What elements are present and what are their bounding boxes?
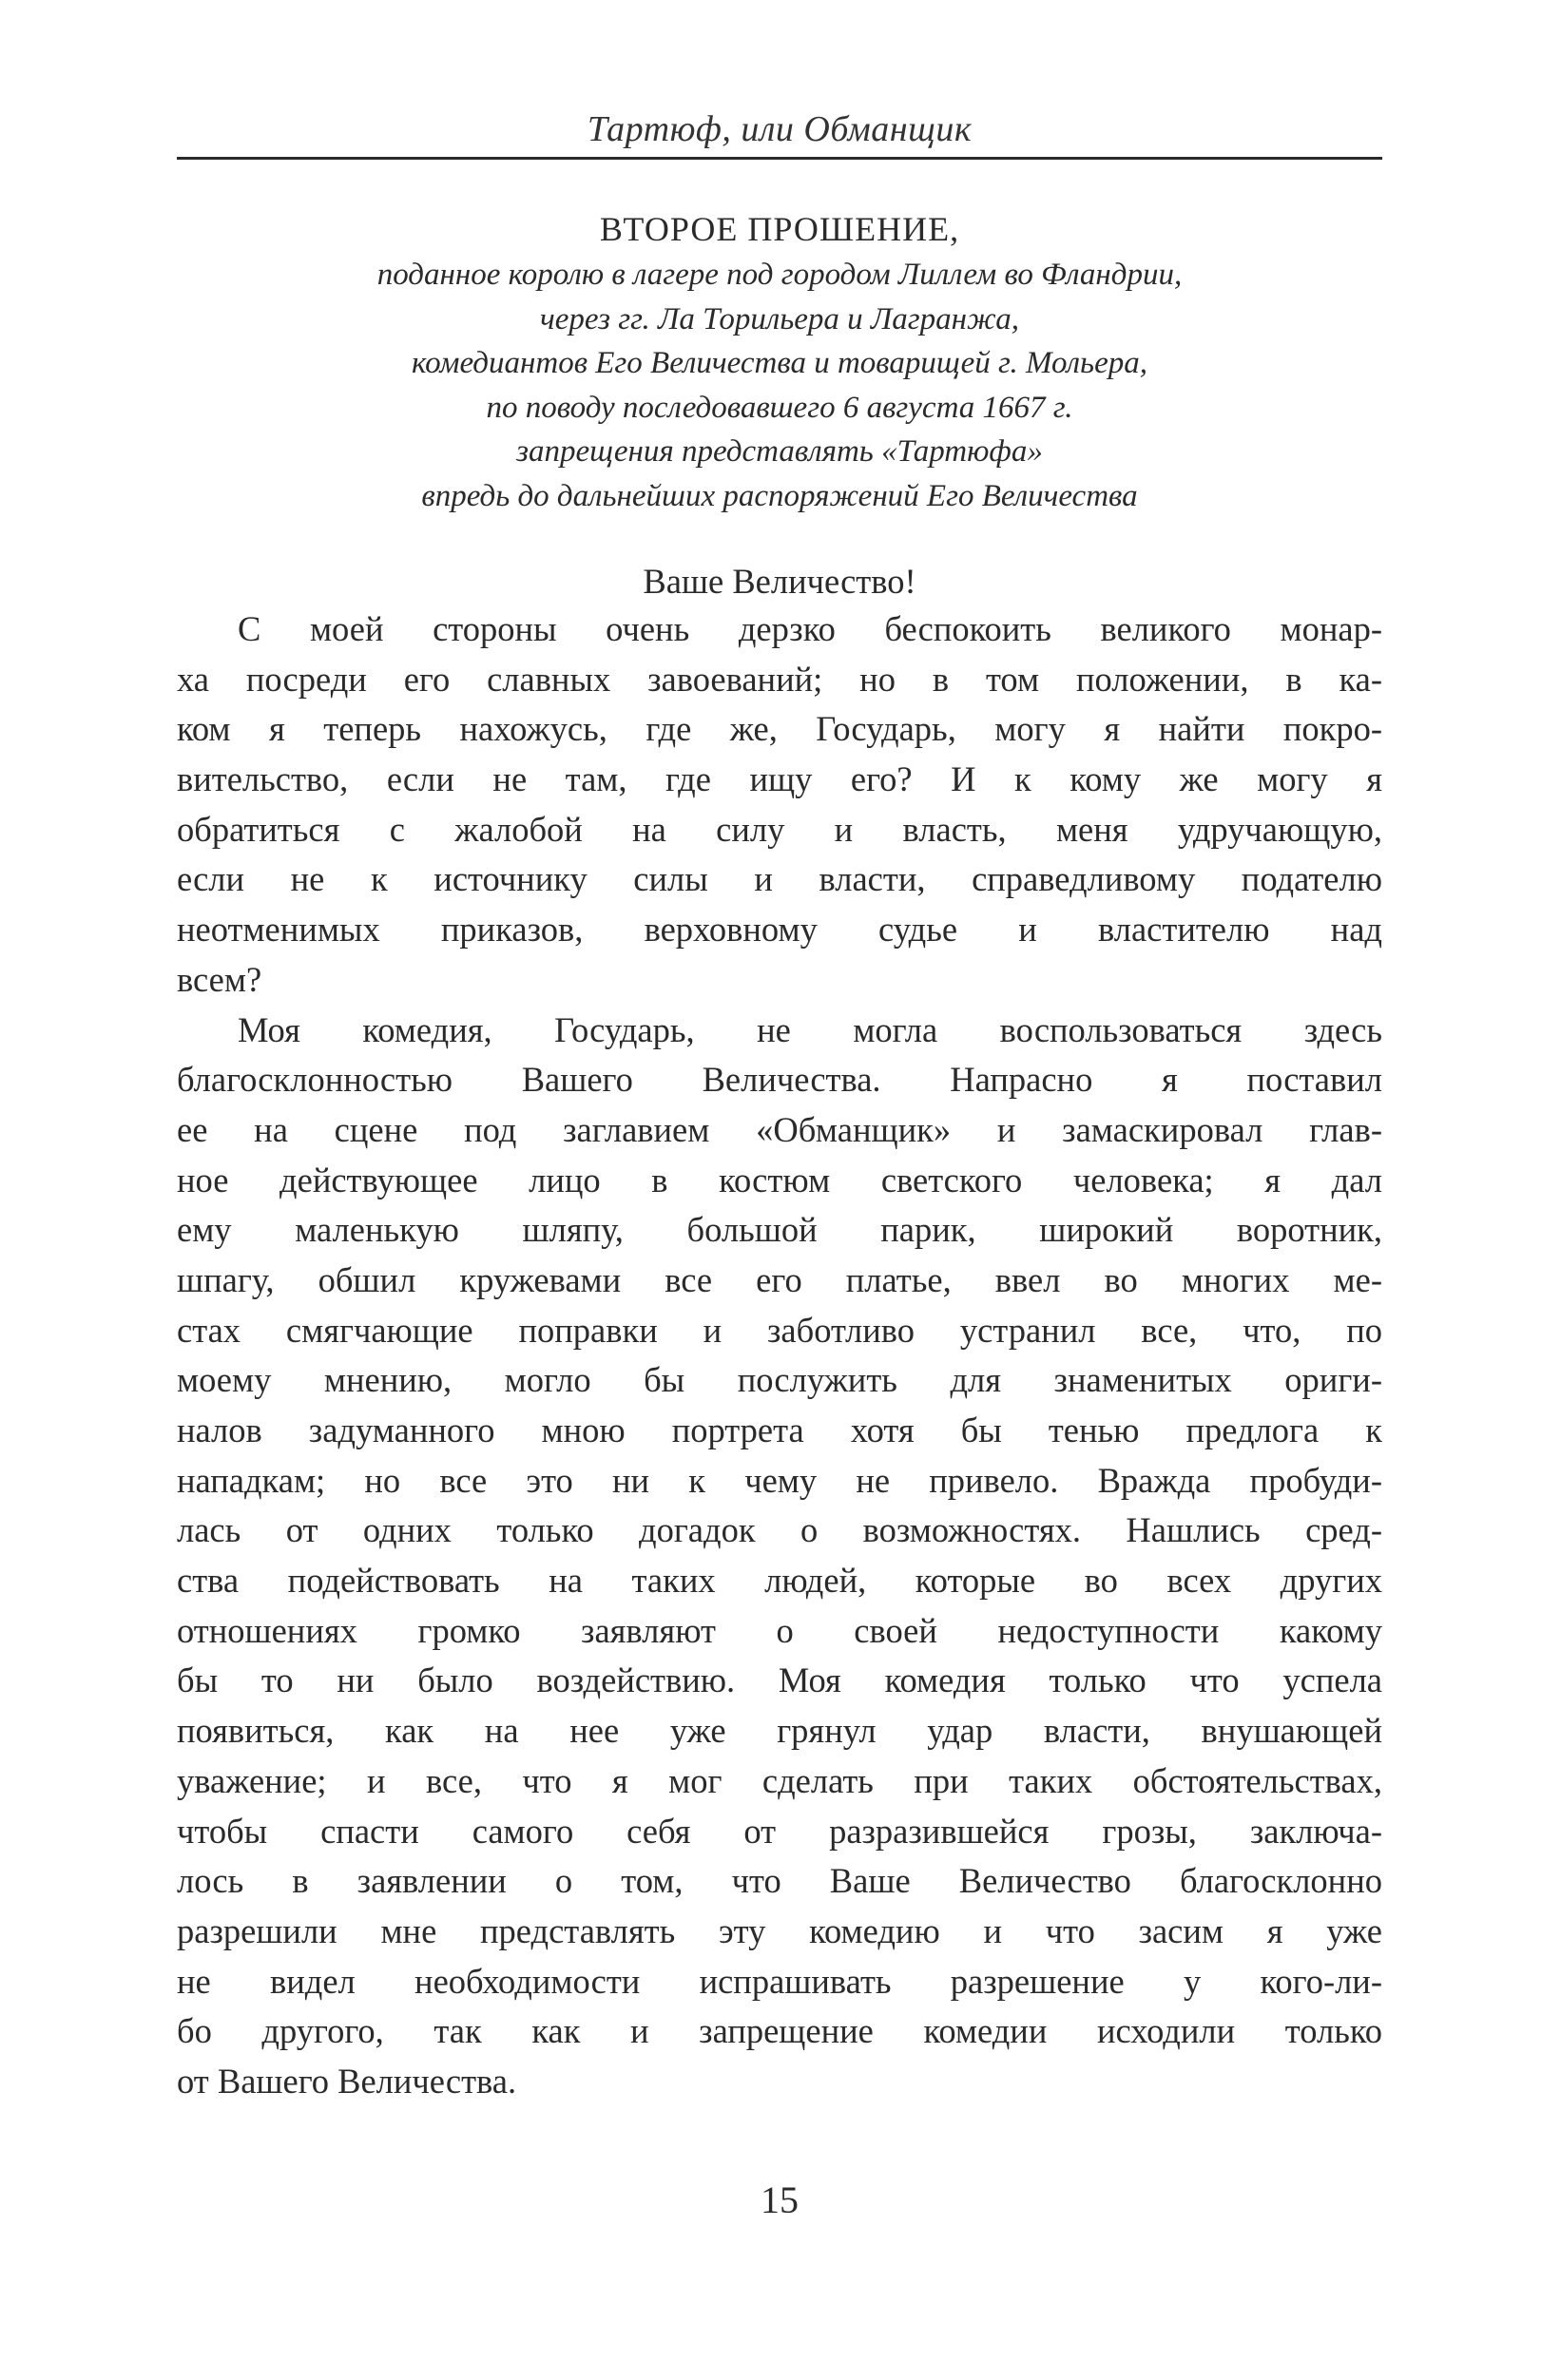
text-line: ему маленькую шляпу, большой парик, широкий воротник,	[177, 1210, 1382, 1250]
text-line: не видел необходимости испрашивать разрешение у кого-ли-	[177, 1961, 1382, 2001]
subtitle-line: через гг. Ла Торильера и Лагранжа,	[540, 301, 1019, 336]
subtitle-line: запрещения представлять «Тартюфа»	[516, 434, 1043, 469]
text-line: если не к источнику силы и власти, справедливому подателю	[177, 859, 1382, 899]
text-line: от Вашего Величества.	[177, 2061, 517, 2101]
text-line: ха посреди его славных завоеваний; но в том положении, в ка-	[177, 659, 1382, 699]
text-line: бо другого, так как и запрещение комедии исходили только	[177, 2011, 1382, 2051]
header-rule	[177, 157, 1382, 160]
text-line: отношениях громко заявляют о своей недоступности какому	[177, 1610, 1382, 1650]
text-line: благосклонностью Вашего Величества. Напрасно я поставил	[177, 1060, 1382, 1100]
petition-title: ВТОРОЕ ПРОШЕНИЕ,	[599, 210, 960, 248]
text-line: всем?	[177, 959, 262, 999]
salutation: Ваше Величество!	[643, 562, 916, 601]
text-line: ком я теперь нахожусь, где же, Государь, могу я найти покро-	[177, 709, 1382, 749]
text-line: уважение; и все, что я мог сделать при таких обстоятельствах,	[177, 1760, 1382, 1800]
body-text	[177, 605, 1382, 2107]
petition-subtitle	[177, 253, 1382, 518]
page-number: 15	[761, 2178, 799, 2221]
text-line: неотменимых приказов, верховному судье и властителю над	[177, 910, 1382, 950]
subtitle-line: впредь до дальнейших распоряжений Его Величества	[421, 478, 1138, 513]
text-line: ее на сцене под заглавием «Обманщик» и замаскировал глав-	[177, 1109, 1382, 1149]
text-line: ное действующее лицо в костюм светского человека; я дал	[177, 1160, 1382, 1200]
running-head: Тартюф, или Обманщик	[587, 109, 973, 149]
text-line: стах смягчающие поправки и заботливо устранил все, что, по	[177, 1310, 1382, 1350]
text-line: налов задуманного мною портрета хотя бы тенью предлога к	[177, 1411, 1382, 1449]
text-line: появиться, как на нее уже грянул удар власти, внушающей	[177, 1711, 1382, 1751]
text-line: обратиться с жалобой на силу и власть, меня удручающую,	[177, 809, 1382, 849]
subtitle-line: поданное королю в лагере под городом Лиллем во Фландрии,	[376, 258, 1183, 292]
subtitle-line: комедиантов Его Величества и товарищей г. Мольера,	[412, 346, 1147, 380]
subtitle-line: по поводу последовавшего 6 августа 1667 г.	[486, 390, 1073, 425]
text-line: моему мнению, могло бы послужить для знаменитых ориги-	[177, 1360, 1382, 1400]
text-line: Моя комедия, Государь, не могла воспользоваться здесь	[238, 1009, 1382, 1049]
text-line: вительство, если не там, где ищу его? И к кому же могу я	[177, 759, 1382, 799]
text-line: лось в заявлении о том, что Ваше Величество благосклонно	[177, 1861, 1382, 1901]
text-line: шпагу, обшил кружевами все его платье, ввел во многих ме-	[177, 1259, 1382, 1299]
text-line: бы то ни было воздействию. Моя комедия только что успела	[177, 1660, 1382, 1700]
text-line: С моей стороны очень дерзко беспокоить великого монар-	[238, 609, 1382, 648]
text-line: чтобы спасти самого себя от разразившейся грозы, заключа-	[177, 1811, 1382, 1851]
text-line: нападкам; но все это ни к чему не привело. Вражда пробуди-	[177, 1460, 1382, 1500]
text-line: разрешили мне представлять эту комедию и что засим я уже	[177, 1910, 1382, 1950]
text-line: лась от одних только догадок о возможностях. Нашлись сред-	[177, 1510, 1382, 1550]
text-line: ства подействовать на таких людей, которые во всех других	[177, 1561, 1382, 1601]
